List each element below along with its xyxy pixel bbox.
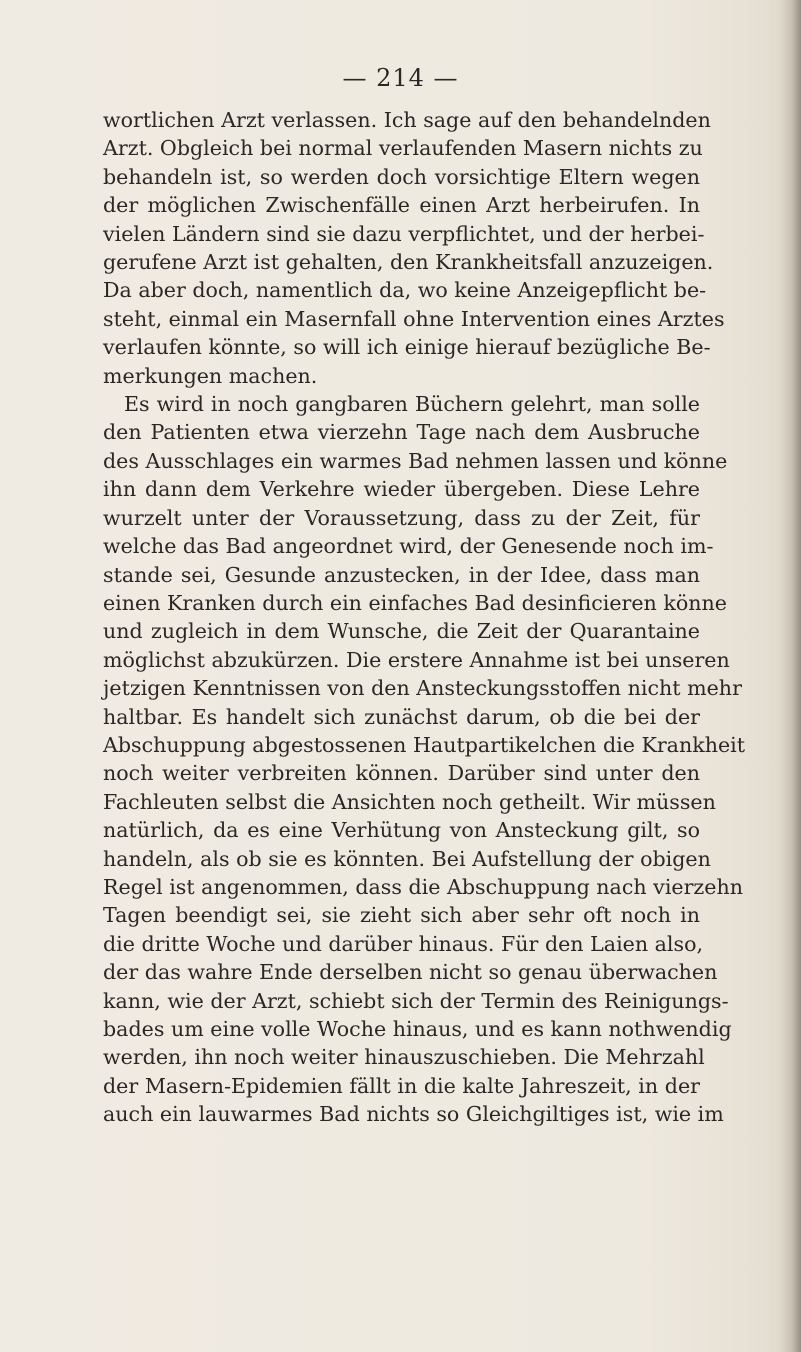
text-line: ihn dann dem Verkehre wieder übergeben. Diese Lehre xyxy=(103,477,700,502)
text-line: vielen Ländern sind sie dazu verpflichtet, und der herbei- xyxy=(103,221,705,246)
text-line: merkungen machen. xyxy=(103,363,318,388)
text-line: Tagen beendigt sei, sie zieht sich aber sehr oft noch in xyxy=(103,903,700,928)
page-number: — 214 — xyxy=(342,64,459,92)
text-line: einen Kranken durch ein einfaches Bad desinficieren könne xyxy=(103,590,727,615)
text-line: wurzelt unter der Voraussetzung, dass zu der Zeit, für xyxy=(103,505,700,530)
text-line: verlaufen könnte, so will ich einige hierauf bezügliche Be- xyxy=(103,335,711,360)
text-line: der Masern-Epidemien fällt in die kalte Jahreszeit, in der xyxy=(103,1073,700,1098)
text-line: kann, wie der Arzt, schiebt sich der Termin des Reinigungs- xyxy=(103,988,729,1013)
text-line: handeln, als ob sie es könnten. Bei Aufstellung der obigen xyxy=(103,846,711,871)
text-line: Arzt. Obgleich bei normal verlaufenden Masern nichts zu xyxy=(103,136,703,161)
text-line: welche das Bad angeordnet wird, der Genesende noch im- xyxy=(103,534,714,559)
text-line: werden, ihn noch weiter hinauszuschieben. Die Mehrzahl xyxy=(103,1045,705,1070)
text-line: haltbar. Es handelt sich zunächst darum, ob die bei der xyxy=(103,704,700,729)
text-line: bades um eine volle Woche hinaus, und es kann nothwendig xyxy=(103,1017,732,1041)
text-line: der das wahre Ende derselben nicht so genau überwachen xyxy=(103,960,718,985)
text-line: steht, einmal ein Masernfall ohne Intervention eines Arztes xyxy=(103,306,725,331)
text-line: den Patienten etwa vierzehn Tage nach dem Ausbruche xyxy=(103,420,700,445)
text-line: Es wird in noch gangbaren Büchern gelehrt, man solle xyxy=(124,392,700,417)
page-edge-shadow xyxy=(779,0,801,1352)
text-line: behandeln ist, so werden doch vorsichtige Eltern wegen xyxy=(103,164,700,189)
text-line: natürlich, da es eine Verhütung von Ansteckung gilt, so xyxy=(103,818,700,843)
text-line: gerufene Arzt ist gehalten, den Krankheitsfall anzuzeigen. xyxy=(103,250,714,275)
text-line: des Ausschlages ein warmes Bad nehmen lassen und könne xyxy=(103,448,728,473)
text-line: der möglichen Zwischenfälle einen Arzt herbeirufen. In xyxy=(103,193,700,218)
body-text xyxy=(103,106,746,1129)
text-line: Regel ist angenommen, dass die Abschuppung nach vierzehn xyxy=(103,874,743,899)
paragraph-1 xyxy=(103,106,725,390)
text-line: noch weiter verbreiten können. Darüber sind unter den xyxy=(103,761,700,786)
paragraph-2 xyxy=(103,390,746,1129)
text-line: Abschuppung abgestossenen Hautpartikelchen die Krankheit xyxy=(103,732,746,757)
text-line: die dritte Woche und darüber hinaus. Für den Laien also, xyxy=(103,931,704,956)
text-line: auch ein lauwarmes Bad nichts so Gleichgiltiges ist, wie im xyxy=(103,1102,724,1127)
text-line: möglichst abzukürzen. Die erstere Annahme ist bei unseren xyxy=(103,647,730,672)
text-line: jetzigen Kenntnissen von den Ansteckungsstoffen nicht mehr xyxy=(103,676,742,701)
text-line: Da aber doch, namentlich da, wo keine Anzeigepflicht be- xyxy=(103,278,707,303)
text-line: Fachleuten selbst die Ansichten noch getheilt. Wir müssen xyxy=(103,789,716,814)
text-line: stande sei, Gesunde anzustecken, in der Idee, dass man xyxy=(103,562,700,587)
text-line: wortlichen Arzt verlassen. Ich sage auf den behandelnden xyxy=(103,108,711,132)
text-line: und zugleich in dem Wunsche, die Zeit der Quarantaine xyxy=(103,619,700,644)
